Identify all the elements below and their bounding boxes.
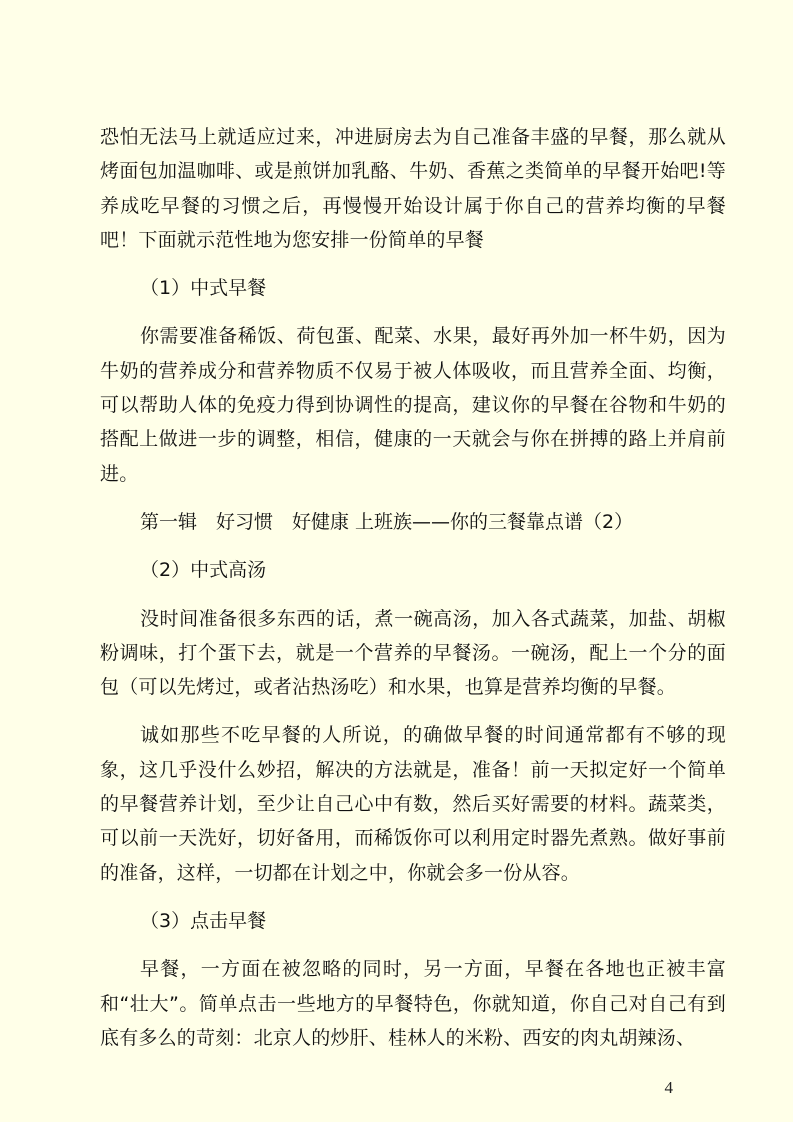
paragraph-soup: 没时间准备很多东西的话，煮一碗高汤，加入各式蔬菜，加盐、胡椒粉调味，打个蛋下去，就是一个营养的早餐汤。一碗汤，配上一个分的面包（可以先烤过，或者沾热汤吃）和水果，也算是营养均衡的早餐。 xyxy=(100,607,726,699)
section-heading-chinese-breakfast: （1）中式早餐 xyxy=(140,277,267,300)
paragraph-intro: 恐怕无法马上就适应过来，冲进厨房去为自己准备丰盛的早餐，那么就从烤面包加温咖啡、或是煎饼加乳酪、牛奶、香蕉之类简单的早餐开始吧!等养成吃早餐的习惯之后，再慢慢开始设计属于你自己的营养均衡的早餐吧！下面就示范性地为您安排一份简单的早餐 xyxy=(100,126,726,251)
paragraph-chinese-breakfast: 你需要准备稀饭、荷包蛋、配菜、水果，最好再外加一杯牛奶，因为牛奶的营养成分和营养物质不仅易于被人体吸收，而且营养全面、均衡，可以帮助人体的免疫力得到协调性的提高，建议你的早餐在谷物和牛奶的搭配上做进一步的调整，相信，健康的一天就会与你在拼搏的路上并肩前进。 xyxy=(100,325,726,485)
chapter-running-header: 第一辑 好习惯 好健康 上班族——你的三餐靠点谱（2） xyxy=(140,510,634,533)
section-heading-click-breakfast: （3）点击早餐 xyxy=(140,909,267,932)
paragraph-regional-breakfast: 早餐，一方面在被忽略的同时，另一方面，早餐在各地也正被丰富和“壮大”。简单点击一些地方的早餐特色，你就知道，你自己对自己有到底有多么的苛刻：北京人的炒肝、桂林人的米粉、西安的肉丸胡辣汤、 xyxy=(100,958,726,1049)
page-number: 4 xyxy=(664,1078,673,1097)
section-heading-chinese-soup: （2）中式高汤 xyxy=(140,559,267,582)
document-body xyxy=(100,120,726,1055)
paragraph-preparation: 诚如那些不吃早餐的人所说，的确做早餐的时间通常都有不够的现象，这几乎没什么妙招，解决的方法就是，准备！前一天拟定好一个简单的早餐营养计划，至少让自己心中有数，然后买好需要的材料。蔬菜类，可以前一天洗好，切好备用，而稀饭你可以利用定时器先煮熟。做好事前的准备，这样，一切都在计划之中，你就会多一份从容。 xyxy=(100,724,726,884)
